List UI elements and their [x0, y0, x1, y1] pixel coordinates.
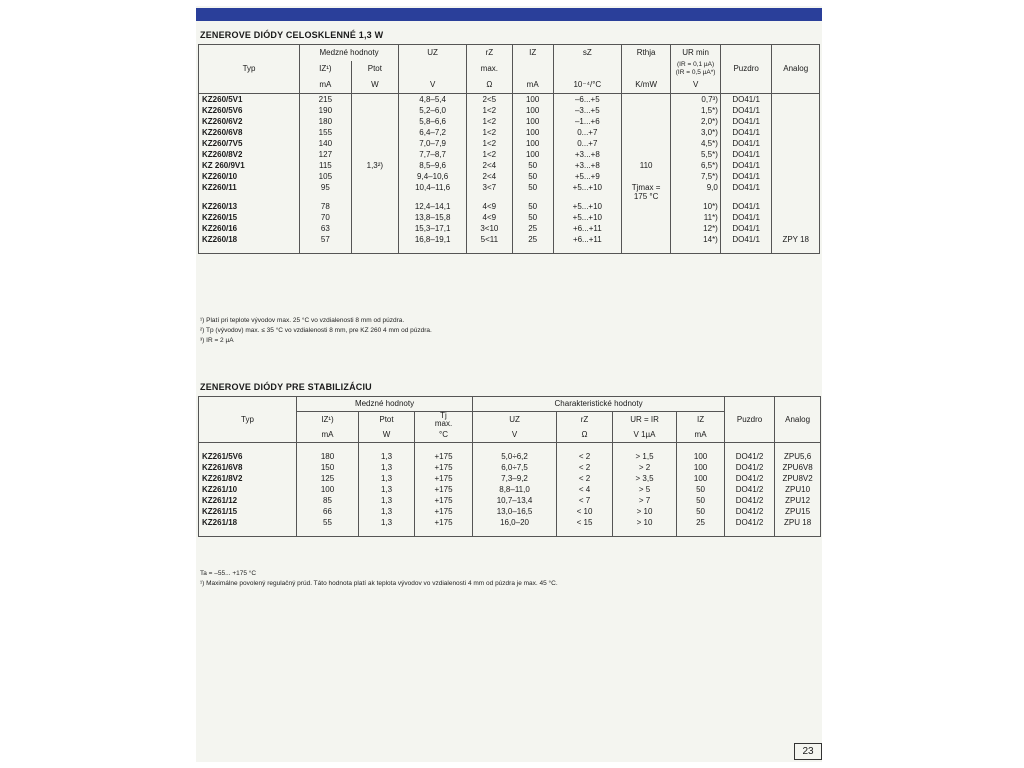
cell-typ: KZ260/10	[199, 171, 300, 182]
cell-rthja: 110	[621, 160, 671, 171]
section1-title: ZENEROVE DIÓDY CELOSKLENNÉ 1,3 W	[200, 30, 384, 40]
cell-typ: KZ261/18	[199, 517, 297, 528]
table-row	[199, 127, 820, 138]
section2-title: ZENEROVE DIÓDY PRE STABILIZÁCIU	[200, 382, 372, 392]
cell-typ: KZ260/6V2	[199, 116, 300, 127]
cell-iz: 85	[297, 495, 359, 506]
cell-typ: KZ260/5V6	[199, 105, 300, 116]
cell-rz: < 7	[557, 495, 613, 506]
cell-ur: > 2	[613, 462, 677, 473]
cell-analog	[772, 223, 820, 234]
cell-iz2: 100	[512, 138, 553, 149]
cell-puzdro: DO41/2	[725, 506, 775, 517]
cell-typ: KZ260/7V5	[199, 138, 300, 149]
cell-uz: 12,4–14,1	[399, 201, 467, 212]
table-row	[199, 223, 820, 234]
cell-puzdro: DO41/1	[720, 116, 772, 127]
cell-ur: 9,0	[671, 182, 721, 193]
cell-ur: 1,5*)	[671, 105, 721, 116]
cell-typ: KZ261/15	[199, 506, 297, 517]
cell-iz: 125	[297, 473, 359, 484]
cell-ur: 6,5*)	[671, 160, 721, 171]
col-medzne: Medzné hodnoty	[300, 45, 399, 62]
cell-ur: 2,0*)	[671, 116, 721, 127]
cell-uz: 4,8–5,4	[399, 94, 467, 106]
cell-ptot	[351, 138, 398, 149]
cell-iz: 57	[300, 234, 352, 245]
cell-ptot	[351, 116, 398, 127]
t2-col-puzdro: Puzdro	[725, 397, 775, 443]
cell-rz: < 10	[557, 506, 613, 517]
cell-rz: 1<2	[467, 105, 512, 116]
cell-ptot	[351, 94, 398, 106]
cell-puzdro: DO41/1	[720, 149, 772, 160]
t2-col-medzne: Medzné hodnoty	[297, 397, 473, 412]
cell-uz: 16,8–19,1	[399, 234, 467, 245]
cell-analog: ZPY 18	[772, 234, 820, 245]
cell-sz: +5...+10	[553, 212, 621, 223]
cell-iz2: 100	[512, 149, 553, 160]
ur-cond-1: (IR = 0,1 µA)	[677, 61, 715, 68]
cell-typ: KZ260/15	[199, 212, 300, 223]
cell-rthja	[621, 105, 671, 116]
cell-typ: KZ 260/9V1	[199, 160, 300, 171]
cell-uz: 15,3–17,1	[399, 223, 467, 234]
cell-iz: 70	[300, 212, 352, 223]
cell-iz2: 50	[512, 182, 553, 193]
cell-iz2: 50	[512, 201, 553, 212]
cell-sz: +6...+11	[553, 223, 621, 234]
cell-ur: 3,0*)	[671, 127, 721, 138]
cell-ptot	[351, 234, 398, 245]
t2-col-tj: Tj	[440, 411, 447, 420]
table-row	[199, 495, 821, 506]
cell-iz2: 100	[512, 127, 553, 138]
cell-sz: +5...+10	[553, 201, 621, 212]
cell-typ: KZ260/18	[199, 234, 300, 245]
t2-unit-rz: Ω	[557, 428, 613, 443]
t2-col-iz2: IZ	[677, 412, 725, 429]
cell-puzdro: DO41/2	[725, 484, 775, 495]
cell-iz: 155	[300, 127, 352, 138]
cell-ptot: 1,3	[359, 451, 415, 462]
cell-iz2: 25	[512, 234, 553, 245]
cell-iz: 180	[300, 116, 352, 127]
table-row	[199, 451, 821, 462]
cell-iz: 95	[300, 182, 352, 193]
cell-tj: +175	[415, 451, 473, 462]
cell-iz2: 50	[512, 212, 553, 223]
cell-puzdro: DO41/1	[720, 160, 772, 171]
cell-tj: +175	[415, 517, 473, 528]
ur-cond-2: (IR = 0,5 µA*)	[675, 69, 716, 76]
table-row	[199, 212, 820, 223]
cell-sz: –3...+5	[553, 105, 621, 116]
cell-analog	[772, 116, 820, 127]
cell-tj: +175	[415, 473, 473, 484]
cell-iz: 78	[300, 201, 352, 212]
cell-puzdro: DO41/1	[720, 105, 772, 116]
col-rthja: Rthja	[621, 45, 671, 62]
cell-iz2: 100	[512, 116, 553, 127]
cell-ptot: 1,3	[359, 462, 415, 473]
cell-sz: 0...+7	[553, 138, 621, 149]
table-row	[199, 116, 820, 127]
cell-analog: ZPU5,6	[775, 451, 821, 462]
table-row	[199, 234, 820, 245]
col-iz2: IZ	[512, 45, 553, 62]
cell-iz: 105	[300, 171, 352, 182]
cell-typ: KZ260/16	[199, 223, 300, 234]
cell-iz: 140	[300, 138, 352, 149]
cell-puzdro: DO41/1	[720, 94, 772, 106]
table-row	[199, 138, 820, 149]
cell-rthja	[621, 171, 671, 182]
unit-sz: 10⁻⁴/°C	[553, 77, 621, 94]
cell-tj: +175	[415, 506, 473, 517]
t2-note-1: Ta = –55... +175 °C	[200, 570, 257, 577]
table-row	[199, 201, 820, 212]
cell-uz: 10,4–11,6	[399, 182, 467, 193]
cell-analog: ZPU6V8	[775, 462, 821, 473]
cell-uz: 6,0÷7,5	[473, 462, 557, 473]
t2-col-tj-sub: max.	[434, 419, 453, 428]
unit-uz: V	[399, 77, 467, 94]
cell-uz: 8,5–9,6	[399, 160, 467, 171]
cell-iz: 55	[297, 517, 359, 528]
cell-rthja	[621, 201, 671, 212]
cell-rz: < 2	[557, 451, 613, 462]
cell-analog	[772, 127, 820, 138]
cell-rz: < 2	[557, 462, 613, 473]
cell-uz: 7,0–7,9	[399, 138, 467, 149]
cell-iz2: 100	[512, 94, 553, 106]
cell-ptot	[351, 105, 398, 116]
cell-ptot: 1,3	[359, 495, 415, 506]
cell-ptot	[351, 149, 398, 160]
cell-ur: 0,7³)	[671, 94, 721, 106]
cell-rthja	[621, 234, 671, 245]
col-ur: UR min	[671, 45, 721, 62]
cell-analog: ZPU10	[775, 484, 821, 495]
cell-iz2: 100	[512, 105, 553, 116]
cell-typ: KZ261/5V6	[199, 451, 297, 462]
t2-col-ptot: Ptot	[359, 412, 415, 429]
table-row	[199, 506, 821, 517]
cell-ur: 7,5*)	[671, 171, 721, 182]
cell-rz: 1<2	[467, 149, 512, 160]
cell-iz: 115	[300, 160, 352, 171]
cell-rz: 2<4	[467, 160, 512, 171]
cell-tj: +175	[415, 484, 473, 495]
cell-puzdro: DO41/1	[720, 212, 772, 223]
t2-unit-tj: °C	[415, 428, 473, 443]
col-rz: rZ	[467, 45, 512, 62]
cell-iz2: 100	[677, 451, 725, 462]
cell-ptot	[351, 223, 398, 234]
cell-uz: 7,7–8,7	[399, 149, 467, 160]
cell-iz2: 50	[512, 171, 553, 182]
cell-ur: > 1,5	[613, 451, 677, 462]
cell-ptot: 1,3	[359, 473, 415, 484]
cell-tj: +175	[415, 462, 473, 473]
cell-ur: > 10	[613, 506, 677, 517]
t2-col-uz: UZ	[473, 412, 557, 429]
cell-puzdro: DO41/1	[720, 234, 772, 245]
col-puzdro: Puzdro	[720, 45, 772, 94]
cell-puzdro: DO41/1	[720, 127, 772, 138]
t2-unit-ptot: W	[359, 428, 415, 443]
cell-analog: ZPU 18	[775, 517, 821, 528]
t2-note-2: ¹) Maximálne povolený regulačný prúd. Táto hodnota platí ak teplota vývodov vo vzdialenosti 4 mm od púzdra je max. 45 °C.	[200, 580, 558, 587]
note-2: ²) Tp (vývodov) max. ≤ 35 °C vo vzdialenosti 8 mm, pre KZ 260 4 mm od púzdra.	[200, 327, 432, 334]
cell-uz: 13,8–15,8	[399, 212, 467, 223]
cell-iz2: 100	[677, 462, 725, 473]
t2-col-charakt: Charakteristické hodnoty	[473, 397, 725, 412]
cell-ur: > 10	[613, 517, 677, 528]
cell-sz: +6...+11	[553, 234, 621, 245]
cell-uz: 13,0–16,5	[473, 506, 557, 517]
cell-puzdro: DO41/2	[725, 473, 775, 484]
cell-analog	[772, 171, 820, 182]
cell-rz: 1<2	[467, 138, 512, 149]
cell-typ: KZ260/8V2	[199, 149, 300, 160]
t2-col-analog: Analog	[775, 397, 821, 443]
cell-iz2: 50	[677, 506, 725, 517]
cell-typ: KZ260/5V1	[199, 94, 300, 106]
cell-ptot	[351, 212, 398, 223]
col-uz: UZ	[399, 45, 467, 62]
t2-col-ur: UR = IR	[613, 412, 677, 429]
cell-sz: +3...+8	[553, 160, 621, 171]
cell-puzdro: DO41/2	[725, 451, 775, 462]
unit-rthja: K/mW	[621, 77, 671, 94]
cell-analog	[772, 182, 820, 193]
table-row	[199, 171, 820, 182]
cell-rthja	[621, 223, 671, 234]
cell-uz: 5,8–6,6	[399, 116, 467, 127]
cell-iz2: 50	[512, 160, 553, 171]
cell-rz: < 4	[557, 484, 613, 495]
cell-iz: 150	[297, 462, 359, 473]
cell-rz: 2<5	[467, 94, 512, 106]
col-iz: IZ¹)	[300, 61, 352, 77]
cell-ur: 12*)	[671, 223, 721, 234]
cell-puzdro: DO41/2	[725, 495, 775, 506]
cell-typ: KZ261/8V2	[199, 473, 297, 484]
cell-uz: 6,4–7,2	[399, 127, 467, 138]
note-1: ¹) Platí pri teplote vývodov max. 25 °C vo vzdialenosti 8 mm od púzdra.	[200, 317, 405, 324]
cell-sz: –6...+5	[553, 94, 621, 106]
cell-iz: 66	[297, 506, 359, 517]
cell-typ: KZ260/6V8	[199, 127, 300, 138]
cell-sz: +3...+8	[553, 149, 621, 160]
cell-ptot: 1,3²)	[351, 160, 398, 171]
cell-uz: 10,7–13,4	[473, 495, 557, 506]
cell-uz: 5,2–6,0	[399, 105, 467, 116]
col-rz-sub: max.	[467, 61, 512, 77]
cell-uz: 16,0–20	[473, 517, 557, 528]
cell-iz: 100	[297, 484, 359, 495]
section2-notes	[200, 569, 558, 589]
table-row	[199, 484, 821, 495]
table-row	[199, 149, 820, 160]
cell-puzdro: DO41/1	[720, 182, 772, 193]
top-color-bar	[196, 8, 822, 21]
note-3: ³) IR = 2 µA	[200, 337, 234, 344]
cell-uz: 8,8–11,0	[473, 484, 557, 495]
cell-iz2: 25	[677, 517, 725, 528]
cell-ptot	[351, 182, 398, 193]
cell-ur: > 5	[613, 484, 677, 495]
cell-tj: +175	[415, 495, 473, 506]
cell-rthja	[621, 94, 671, 106]
document-page	[196, 6, 822, 762]
t2-unit-uz: V	[473, 428, 557, 443]
table-row	[199, 105, 820, 116]
cell-rthja	[621, 212, 671, 223]
unit-ptot: W	[351, 77, 398, 94]
t2-unit-iz: mA	[297, 428, 359, 443]
cell-ur: > 3,5	[613, 473, 677, 484]
cell-typ: KZ260/11	[199, 182, 300, 193]
cell-iz2: 50	[677, 495, 725, 506]
section1-notes	[200, 316, 432, 346]
t2-col-iz: IZ¹)	[297, 412, 359, 429]
cell-rthja	[621, 149, 671, 160]
cell-rz: 4<9	[467, 201, 512, 212]
cell-iz: 63	[300, 223, 352, 234]
cell-rthja	[621, 138, 671, 149]
cell-typ: KZ261/6V8	[199, 462, 297, 473]
cell-rz: 3<7	[467, 182, 512, 193]
cell-ur: 4,5*)	[671, 138, 721, 149]
cell-rthja	[621, 127, 671, 138]
t2-unit-ur: V 1µA	[613, 428, 677, 443]
cell-ptot	[351, 171, 398, 182]
cell-iz: 190	[300, 105, 352, 116]
unit-iz2: mA	[512, 77, 553, 94]
cell-ptot: 1,3	[359, 517, 415, 528]
tjmax-note-2: 175 °C	[621, 193, 671, 201]
cell-puzdro: DO41/2	[725, 517, 775, 528]
table-row	[199, 160, 820, 171]
cell-typ: KZ261/12	[199, 495, 297, 506]
cell-uz: 9,4–10,6	[399, 171, 467, 182]
cell-uz: 5,0÷6,2	[473, 451, 557, 462]
cell-analog	[772, 149, 820, 160]
cell-ptot	[351, 127, 398, 138]
cell-analog	[772, 105, 820, 116]
cell-puzdro: DO41/1	[720, 171, 772, 182]
cell-rz: < 2	[557, 473, 613, 484]
cell-rz: 2<4	[467, 171, 512, 182]
t2-col-rz: rZ	[557, 412, 613, 429]
table-row	[199, 517, 821, 528]
cell-analog	[772, 212, 820, 223]
cell-typ: KZ261/10	[199, 484, 297, 495]
cell-analog: ZPU8V2	[775, 473, 821, 484]
table-row	[199, 94, 820, 106]
cell-puzdro: DO41/1	[720, 223, 772, 234]
cell-iz: 215	[300, 94, 352, 106]
cell-analog: ZPU15	[775, 506, 821, 517]
cell-ur: 5,5*)	[671, 149, 721, 160]
table-row	[199, 462, 821, 473]
t2-col-typ: Typ	[199, 397, 297, 443]
cell-ptot: 1,3	[359, 484, 415, 495]
col-typ: Typ	[199, 45, 300, 94]
cell-puzdro: DO41/1	[720, 201, 772, 212]
table-row	[199, 473, 821, 484]
cell-ptot: 1,3	[359, 506, 415, 517]
cell-rthja: Tjmax =	[621, 182, 671, 193]
cell-rz: 5<11	[467, 234, 512, 245]
cell-rz: 1<2	[467, 116, 512, 127]
cell-rz: 3<10	[467, 223, 512, 234]
col-sz: sZ	[553, 45, 621, 62]
t2-unit-iz2: mA	[677, 428, 725, 443]
col-ptot: Ptot	[351, 61, 398, 77]
cell-iz: 127	[300, 149, 352, 160]
cell-iz2: 25	[512, 223, 553, 234]
cell-ur: 10*)	[671, 201, 721, 212]
unit-rz: Ω	[467, 77, 512, 94]
cell-sz: +5...+9	[553, 171, 621, 182]
cell-ur: 14*)	[671, 234, 721, 245]
cell-analog: ZPU12	[775, 495, 821, 506]
cell-iz: 180	[297, 451, 359, 462]
cell-rz: 4<9	[467, 212, 512, 223]
unit-ur: V	[671, 77, 721, 94]
cell-rz: 1<2	[467, 127, 512, 138]
cell-analog	[772, 94, 820, 106]
page-number: 23	[794, 743, 822, 760]
cell-uz: 7,3–9,2	[473, 473, 557, 484]
cell-typ: KZ260/13	[199, 201, 300, 212]
unit-iz: mA	[300, 77, 352, 94]
zener-table-1	[198, 44, 820, 254]
cell-rz: < 15	[557, 517, 613, 528]
cell-rthja	[621, 116, 671, 127]
cell-puzdro: DO41/2	[725, 462, 775, 473]
cell-iz2: 100	[677, 473, 725, 484]
cell-ur: 11*)	[671, 212, 721, 223]
col-analog: Analog	[772, 45, 820, 94]
cell-ptot	[351, 201, 398, 212]
cell-iz2: 50	[677, 484, 725, 495]
cell-analog	[772, 138, 820, 149]
cell-analog	[772, 201, 820, 212]
table-row	[199, 182, 820, 193]
zener-table-2	[198, 396, 821, 537]
cell-puzdro: DO41/1	[720, 138, 772, 149]
cell-sz: –1...+6	[553, 116, 621, 127]
cell-analog	[772, 160, 820, 171]
cell-ur: > 7	[613, 495, 677, 506]
cell-sz: +5...+10	[553, 182, 621, 193]
cell-sz: 0...+7	[553, 127, 621, 138]
